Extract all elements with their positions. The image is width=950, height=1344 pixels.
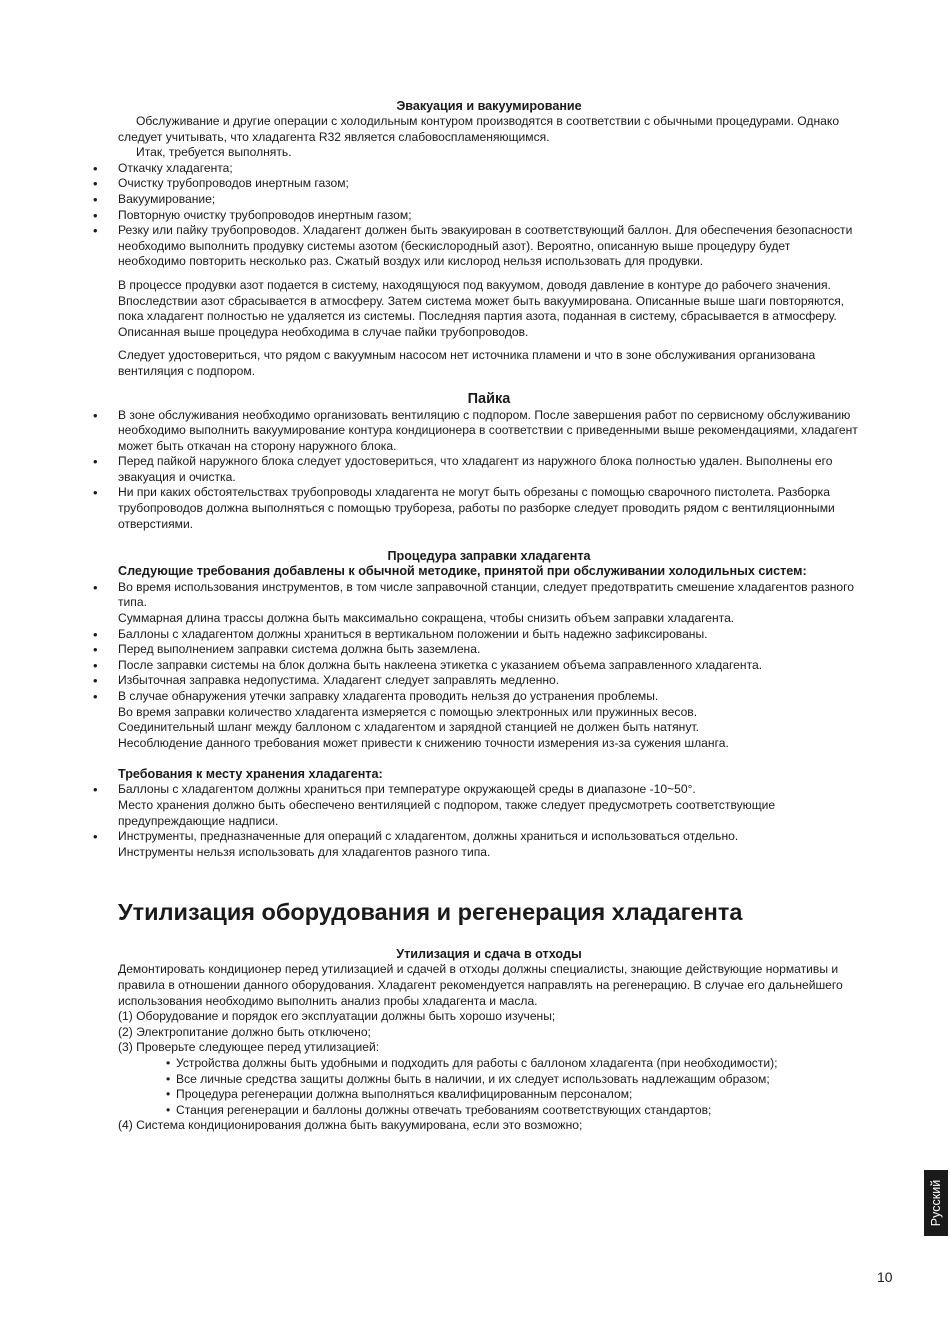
disposal-checklist [118, 1056, 860, 1118]
disposal-item-4: (4) Система кондиционирования должна быть вакуумирована, если это возможно; [118, 1118, 583, 1133]
list-item: • Баллоны с хладагентом должны храниться в вертикальном положении и быть надежно зафиксированы. [118, 627, 860, 643]
disposal-item-1: (1) Оборудование и порядок его эксплуатации должны быть хорошо изучены; [118, 1009, 556, 1024]
section-title-charging: Процедура заправки хладагента [387, 549, 591, 564]
storage-list-1 [118, 782, 860, 798]
page-number: 10 [877, 1269, 893, 1285]
disposal-intro: Демонтировать кондиционер перед утилизацией и сдачей в отходы должны специалисты, знающие действующие нормативы и правила в отношении данного оборудования. Хладагент рекомендуется направлять на регенерацию. В случае его дальнейшего использования необходимо выполнить анализ пробы хладагента и масла. [118, 962, 843, 1008]
brazing-list [118, 408, 860, 533]
evacuation-steps-list [118, 161, 860, 270]
section-title-evacuation: Эвакуация и вакуумирование [396, 99, 582, 113]
evacuation-intro: Обслуживание и другие операции с холодильным контуром производятся в соответствии с обычными процедурами. Однако следует учитывать, что хладагента R32 является слабовоспламеняющимся. [118, 114, 840, 144]
charging-subtitle: Следующие требования добавлены к обычной методике, принятой при обслуживании холодильных систем: [118, 564, 807, 579]
charging-tail-2: Соединительный шланг между баллоном с хладагентом и зарядной станцией не должен быть натянут. [118, 720, 699, 735]
list-item: • Избыточная заправка недопустима. Хладагент следует заправлять медленно. [118, 673, 860, 689]
list-item: • Вакуумирование; [118, 192, 860, 208]
charging-tail-3: Несоблюдение данного требования может привести к снижению точности измерения из-за сужения шланга. [118, 735, 729, 750]
charging-tail-1: Во время заправки количество хладагента измеряется с помощью электронных или пружинных весов. [118, 704, 698, 719]
evacuation-intro-2: Итак, требуется выполнять. [136, 145, 292, 160]
list-item: • Станция регенерации и баллоны должны отвечать требованиям соответствующих стандартов; [166, 1102, 712, 1117]
list-item: • Очистку трубопроводов инертным газом; [118, 176, 860, 192]
list-item: • После заправки системы на блок должна быть наклеена этикетка с указанием объема заправленного хладагента. [118, 658, 860, 674]
list-item: • Повторную очистку трубопроводов инертным газом; [118, 208, 860, 224]
storage-note-1: Место хранения должно быть обеспечено вентиляцией с подпором, также следует предусмотреть соответствующие предупреждающие надписи. [118, 797, 776, 828]
storage-list-2 [118, 829, 860, 845]
section-title-storage: Требования к месту хранения хладагента: [118, 767, 383, 782]
vacuum-pump-note: Следует удостовериться, что рядом с вакуумным насосом нет источника пламени и что в зоне обслуживания организована вентиляция с подпором. [118, 348, 816, 378]
list-item: • Ни при каких обстоятельствах трубопроводы хладагента не могут быть обрезаны с помощью сварочного пистолета. Разборка трубопроводов должна выполняться с помощью трубореза, работы по разборке следует проводить рядом с вентиляционными отверстиями. [118, 485, 860, 532]
list-item: • Инструменты, предназначенные для операций с хладагентом, должны храниться и использоваться отдельно. [118, 829, 860, 845]
list-item: • В случае обнаружения утечки заправку хладагента проводить нельзя до устранения проблемы. [118, 689, 860, 705]
brazing-note: Описанная выше процедура необходима в случае пайки трубопроводов. [118, 324, 529, 339]
list-item: • Все личные средства защиты должны быть в наличии, и их следует использовать надлежащим образом; [166, 1071, 770, 1086]
section-title-disposal: Утилизация и сдача в отходы [396, 947, 582, 962]
list-item: • Резку или пайку трубопроводов. Хладагент должен быть эвакуирован в соответствующий баллон. Для обеспечения безопасности необходимо выполнить продувку системы азотом (бескислородный азот). Вероятно, описанную выше процедуру будет необходимо повторить несколько раз. Сжатый воздух или кислород нельзя использовать для продувки. [118, 223, 860, 270]
bullet-icon: • [166, 1102, 171, 1117]
bullet-icon: • [166, 1087, 171, 1102]
list-item: • Перед выполнением заправки система должна быть заземлена. [118, 642, 860, 658]
bullet-icon: • [166, 1055, 171, 1070]
main-title: Утилизация оборудования и регенерация хладагента [118, 899, 743, 926]
disposal-item-2: (2) Электропитание должно быть отключено; [118, 1024, 371, 1039]
language-tab-label: Русский [929, 1179, 943, 1227]
disposal-item-3: (3) Проверьте следующее перед утилизацией: [118, 1040, 380, 1055]
section-title-brazing: Пайка [467, 390, 511, 407]
page-content [118, 98, 860, 1134]
charging-list-2 [118, 627, 860, 705]
list-item: • В зоне обслуживания необходимо организовать вентиляцию с подпором. После завершения работ по сервисному обслуживанию необходимо выполнить вакуумирование контура кондиционера в соответствии с приведенными выше рекомендациями, хладагент может быть откачан на сторону наружного блока. [118, 408, 860, 455]
list-item: • Во время использования инструментов, в том числе заправочной станции, следует предотвратить смешение хладагентов разного типа. [118, 580, 860, 611]
charging-note: Суммарная длина трассы должна быть максимально сокращена, чтобы снизить объем заправки хладагента. [118, 611, 735, 626]
list-item: • Баллоны с хладагентом должны храниться при температуре окружающей среды в диапазоне -10~50°. [118, 782, 860, 798]
purge-paragraph: В процессе продувки азот подается в систему, находящуюся под вакуумом, доводя давление в контуре до рабочего значения. Впоследствии азот сбрасывается в атмосферу. Затем система может быть вакуумирована. Описанные выше шаги повторяются, пока хладагент полностью не удаляется из системы. Последняя партия азота, поданная в систему, сбрасывается в атмосферу. [118, 277, 845, 324]
storage-note-2: Инструменты нельзя использовать для хладагентов разного типа. [118, 844, 491, 859]
list-item: • Перед пайкой наружного блока следует удостовериться, что хладагент из наружного блока полностью удален. Выполнены его эвакуация и очистка. [118, 454, 860, 485]
charging-list-1 [118, 580, 860, 611]
list-item: • Устройства должны быть удобными и подходить для работы с баллоном хладагента (при необходимости); [166, 1055, 778, 1070]
bullet-icon: • [166, 1071, 171, 1086]
language-tab [924, 1170, 948, 1236]
list-item: • Откачку хладагента; [118, 161, 860, 177]
list-item: • Процедура регенерации должна выполняться квалифицированным персоналом; [166, 1087, 633, 1102]
